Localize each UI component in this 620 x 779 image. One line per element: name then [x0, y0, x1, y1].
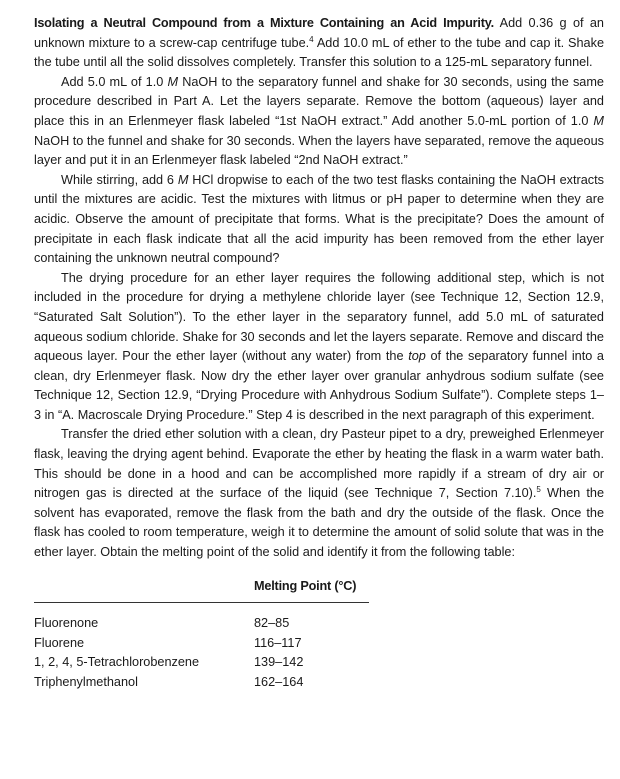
p3-a: While stirring, add 6 — [61, 172, 178, 187]
compound-name: Triphenylmethanol — [34, 675, 138, 689]
table-row — [34, 653, 369, 673]
p3-molar: M — [177, 172, 189, 187]
melting-point-value: 139–142 — [254, 655, 304, 670]
p1-text2: Add 10.0 mL of ether to the tube and cap it. Shake the tube until all the solid dissolves completely. Transfer this solution to a 125-mL separatory funnel. — [34, 35, 605, 70]
paragraph-5 — [34, 425, 604, 562]
table-row — [34, 634, 369, 654]
compound-name: Fluorenone — [34, 616, 99, 631]
melting-point-value: 82–85 — [254, 616, 290, 631]
p5-b: When the solvent has evaporated, remove the flask from the bath and dry the outside of the flask. Once the flask has cooled to room temperature, weigh it to determine the amount of solid solute that was in the ether layer. Obtain the melting point of the solid and identify it from the following table: — [34, 486, 604, 560]
p2-a: Add 5.0 mL of 1.0 — [61, 74, 168, 89]
melting-point-value: 116–117 — [254, 635, 302, 650]
table-header-blank — [34, 571, 254, 603]
p2-c: NaOH to the funnel and shake for 30 seconds. When the layers have separated, remove the aqueous layer and put it in an Erlenmeyer flask labeled “2nd NaOH extract.” — [34, 133, 604, 168]
melting-point-table-wrap — [34, 571, 604, 693]
compound-name: Fluorene — [34, 635, 85, 650]
compound-name: 1, 2, 4, 5-Tetrachlorobenzene — [34, 655, 200, 670]
p2-molar-2: M — [593, 113, 604, 128]
section-heading: Isolating a Neutral Compound from a Mixture Containing an Acid Impurity. — [34, 16, 494, 30]
p4-b: of the separatory funnel into a clean, dry Erlenmeyer flask. Now dry the ether layer over granular anhydrous sodium sulfate (see Technique 12, Section 12.9, “Drying Procedure with Anhydrous Sodium Sulfate”). Complete steps 1–3 in “A. Macroscale Drying Procedure.” Step 4 is described in the next paragraph of this experiment. — [34, 349, 604, 422]
table-row — [34, 673, 369, 693]
p3-b: HCl dropwise to each of the two test flasks containing the NaOH extracts until the mixtures are acidic. Test the mixtures with litmus or pH paper to determine when they are acidic. Observe the amount of precipitate that forms. What is the precipitate? Does the amount of precipitate in each flask indicate that all the acid impurity has been removed from the ether layer containing the unknown neutral compound? — [34, 172, 604, 266]
table-header-melting-point: Melting Point (°C) — [254, 578, 357, 593]
table-row — [34, 603, 369, 634]
paragraph-1 — [34, 14, 604, 73]
paragraph-4 — [34, 269, 604, 426]
p1-text: Add 0.36 g of an unknown mixture to a screw-cap centrifuge tube. — [34, 16, 604, 50]
table-header-row — [34, 571, 369, 603]
p2-b: NaOH to the separatory funnel and shake for 30 seconds, using the same procedure described in Part A. Let the layers separate. Remove the bottom (aqueous) layer and place this in an Erlenmeyer flask labeled “1st NaOH extract.” Add another 5.0-mL portion of 1.0 — [34, 74, 604, 128]
footnote-ref-4: 4 — [309, 34, 314, 44]
p4-top: top — [408, 349, 426, 364]
p2-molar-1: M — [167, 74, 179, 89]
footnote-ref-5: 5 — [536, 485, 541, 495]
p4-a: The drying procedure for an ether layer requires the following additional step, which is not included in the procedure for drying a methylene chloride layer (see Technique 12, Section 12.9, “Saturated Salt Solution”). To the ether layer in the separatory funnel, add 5.0 mL of saturated aqueous sodium chloride. Shake for 30 seconds and let the layers separate. Remove and discard the aqueous layer. Pour the ether layer (without any water) from the — [34, 270, 604, 364]
paragraph-3 — [34, 171, 604, 269]
paragraph-2 — [34, 73, 604, 171]
melting-point-value: 162–164 — [254, 675, 304, 689]
p5-a: Transfer the dried ether solution with a clean, dry Pasteur pipet to a dry, preweighed Erlenmeyer flask, leaving the drying agent behind. Evaporate the ether by heating the flask in a warm water bath. This should be done in a hood and can be accomplished more rapidly if a stream of dry air or nitrogen gas is directed at the surface of the liquid (see Technique 7, Section 7.10). — [34, 427, 604, 501]
melting-point-table — [34, 571, 369, 693]
